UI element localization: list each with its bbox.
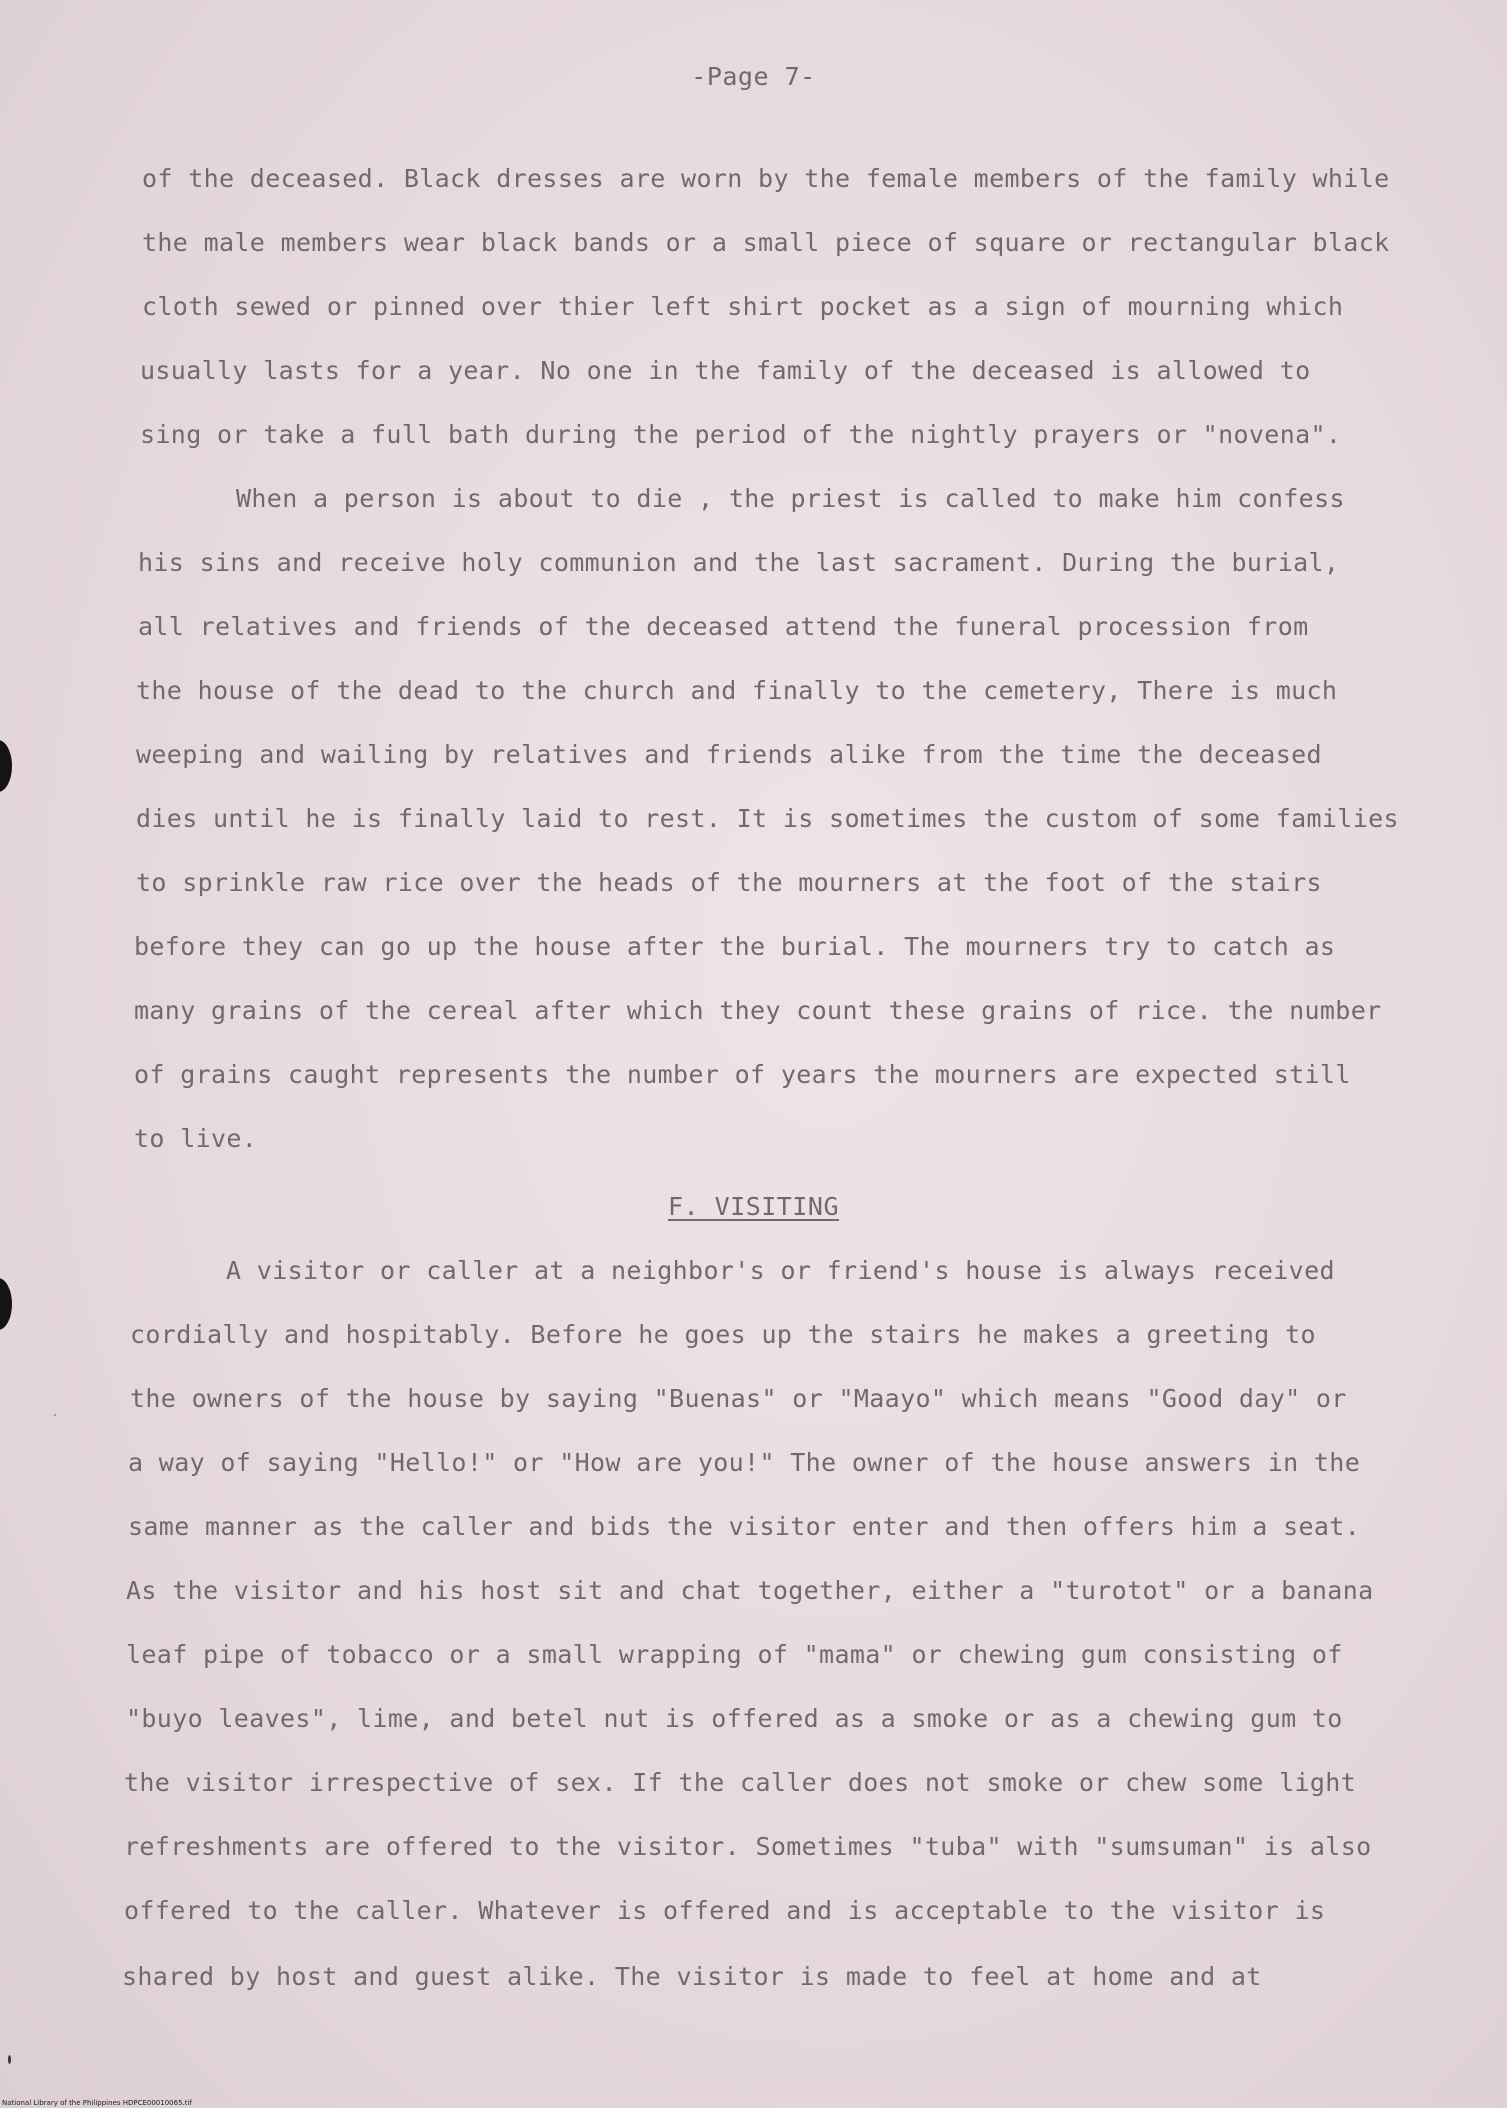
paper-speck xyxy=(8,2055,11,2064)
text-line: sing or take a full bath during the period of the nightly prayers or "novena". xyxy=(140,420,1342,449)
text-line: the house of the dead to the church and finally to the cemetery, There is much xyxy=(136,676,1338,705)
section-heading: F. VISITING xyxy=(667,1192,840,1221)
text-line: same manner as the caller and bids the visitor enter and then offers him a seat. xyxy=(128,1512,1361,1541)
text-line: leaf pipe of tobacco or a small wrapping of "mama" or chewing gum consisting of xyxy=(126,1640,1343,1669)
text-line: of grains caught represents the number of years the mourners are expected still xyxy=(134,1060,1351,1089)
text-line: all relatives and friends of the deceased attend the funeral procession from xyxy=(138,612,1309,641)
scan-footer: National Library of the Philippines HDPCE00010065.tif xyxy=(2,2099,192,2107)
text-line: dies until he is finally laid to rest. It is sometimes the custom of some families xyxy=(136,804,1399,833)
text-line: his sins and receive holy communion and the last sacrament. During the burial, xyxy=(138,548,1340,577)
text-line: offered to the caller. Whatever is offered and is acceptable to the visitor is xyxy=(124,1896,1326,1925)
text-line: the male members wear black bands or a small piece of square or rectangular black xyxy=(142,228,1390,257)
paper-speck xyxy=(54,1414,56,1416)
text-line: many grains of the cereal after which they count these grains of rice. the number xyxy=(134,996,1382,1025)
text-line: before they can go up the house after the burial. The mourners try to catch as xyxy=(134,932,1336,961)
text-line: refreshments are offered to the visitor. Sometimes "tuba" with "sumsuman" is also xyxy=(124,1832,1372,1861)
text-line: a way of saying "Hello!" or "How are you!" The owner of the house answers in the xyxy=(128,1448,1361,1477)
page-number: -Page 7- xyxy=(691,62,816,91)
text-line: the visitor irrespective of sex. If the caller does not smoke or chew some light xyxy=(124,1768,1357,1797)
text-line: cloth sewed or pinned over thier left shirt pocket as a sign of mourning which xyxy=(142,292,1344,321)
text-line: to sprinkle raw rice over the heads of the mourners at the foot of the stairs xyxy=(136,868,1322,897)
punch-hole xyxy=(0,740,12,792)
text-line: A visitor or caller at a neighbor's or friend's house is always received xyxy=(226,1256,1335,1285)
text-line: When a person is about to die , the priest is called to make him confess xyxy=(236,484,1345,513)
text-line: usually lasts for a year. No one in the family of the deceased is allowed to xyxy=(140,356,1311,385)
text-line: the owners of the house by saying "Buenas" or "Maayo" which means "Good day" or xyxy=(130,1384,1347,1413)
text-line: of the deceased. Black dresses are worn by the female members of the family while xyxy=(142,164,1390,193)
text-line: "buyo leaves", lime, and betel nut is offered as a smoke or as a chewing gum to xyxy=(126,1704,1343,1733)
text-line: weeping and wailing by relatives and friends alike from the time the deceased xyxy=(136,740,1322,769)
punch-hole xyxy=(0,1278,12,1330)
text-line: shared by host and guest alike. The visitor is made to feel at home and at xyxy=(122,1962,1262,1991)
text-line: to live. xyxy=(134,1124,258,1153)
text-line: As the visitor and his host sit and chat together, either a "turotot" or a banana xyxy=(126,1576,1374,1605)
text-line: cordially and hospitably. Before he goes up the stairs he makes a greeting to xyxy=(130,1320,1316,1349)
